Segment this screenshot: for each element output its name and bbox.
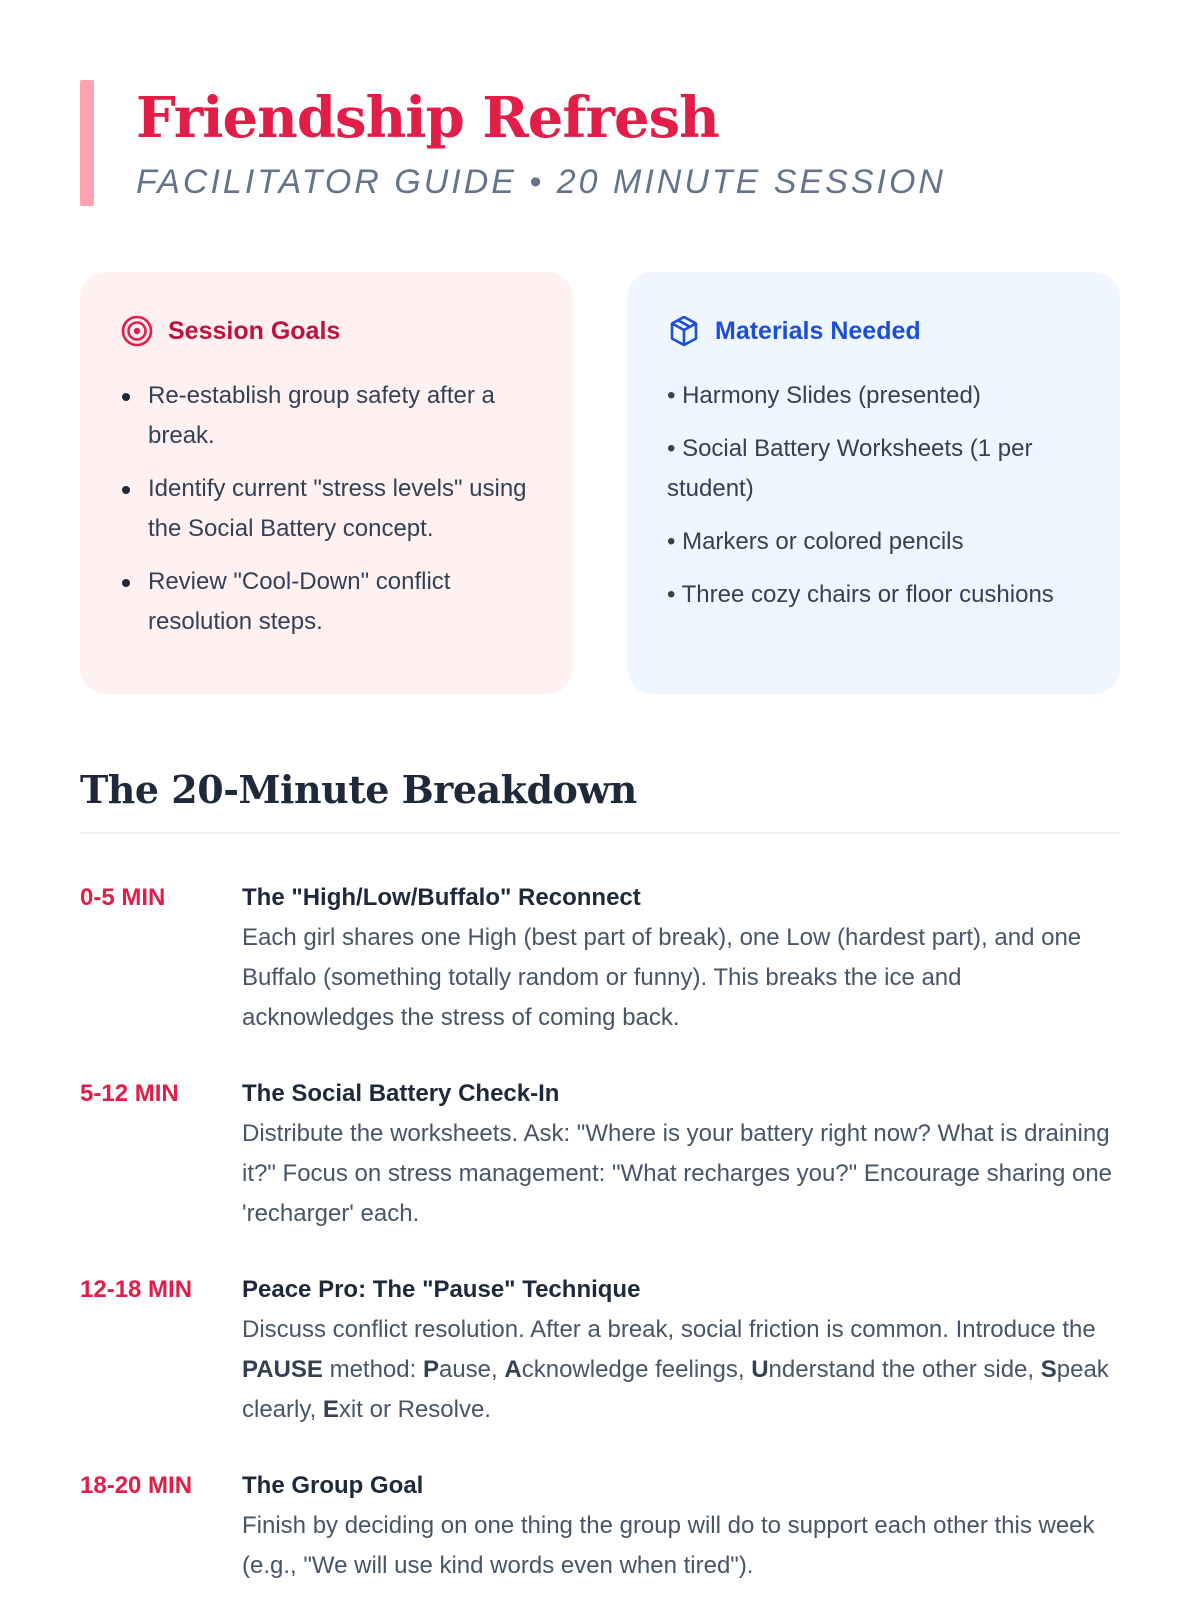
step-time: 0-5 MIN bbox=[80, 884, 166, 911]
goal-item bbox=[120, 469, 533, 549]
target-icon bbox=[120, 314, 154, 348]
step-title: The Group Goal bbox=[242, 1472, 424, 1499]
material-item: • Social Battery Worksheets (1 per student) bbox=[667, 435, 1033, 502]
bullet-icon bbox=[122, 486, 130, 494]
page-title: Friendship Refresh bbox=[136, 85, 719, 151]
step-body bbox=[242, 1074, 1120, 1234]
step-description: Distribute the worksheets. Ask: "Where is your battery right now? What is draining it?" Focus on stress management: "What recharges you?" Encourage sharing one 'recharger' each. bbox=[242, 1120, 1113, 1227]
breakdown-title: The 20-Minute Breakdown bbox=[80, 767, 637, 812]
desc-text: xit or Resolve. bbox=[338, 1396, 491, 1423]
desc-text: cknowledge feelings, bbox=[521, 1356, 752, 1383]
material-item: • Harmony Slides (presented) bbox=[667, 382, 981, 409]
desc-text: Discuss conflict resolution. After a break, social friction is common. Introduce the bbox=[242, 1316, 1096, 1343]
acronym-letter: S bbox=[1040, 1356, 1057, 1383]
desc-text: method: bbox=[322, 1356, 423, 1383]
timeline-step bbox=[80, 1074, 1120, 1234]
material-item: • Three cozy chairs or floor cushions bbox=[667, 581, 1054, 608]
step-time: 12-18 MIN bbox=[80, 1276, 193, 1303]
material-item: • Markers or colored pencils bbox=[667, 528, 964, 555]
session-goals-list bbox=[120, 376, 533, 642]
step-body bbox=[242, 1270, 1120, 1430]
goal-text: Review "Cool-Down" conflict resolution steps. bbox=[148, 568, 451, 635]
goal-text: Re-establish group safety after a break. bbox=[148, 382, 495, 449]
materials-list bbox=[667, 376, 1080, 615]
step-description: Each girl shares one High (best part of break), one Low (hardest part), and one Buffalo (something totally random or funny). This breaks the ice and acknowledges the stress of coming back. bbox=[242, 924, 1082, 1031]
step-title: Peace Pro: The "Pause" Technique bbox=[242, 1276, 641, 1303]
step-description bbox=[242, 1310, 1120, 1430]
breakdown-timeline bbox=[80, 878, 1120, 1586]
goal-item bbox=[120, 376, 533, 456]
desc-text: ause, bbox=[438, 1356, 505, 1383]
info-cards bbox=[80, 272, 1120, 694]
materials-card bbox=[627, 272, 1120, 694]
bullet-icon bbox=[122, 579, 130, 587]
acronym-letter: P bbox=[422, 1356, 439, 1383]
acronym-letter: E bbox=[322, 1396, 339, 1423]
goal-item bbox=[120, 562, 533, 642]
acronym-letter: A bbox=[504, 1356, 522, 1383]
step-title: The "High/Low/Buffalo" Reconnect bbox=[242, 884, 641, 911]
timeline-step bbox=[80, 1466, 1120, 1586]
session-goals-card bbox=[80, 272, 573, 694]
goal-text: Identify current "stress levels" using the Social Battery concept. bbox=[148, 475, 527, 542]
materials-title: Materials Needed bbox=[715, 317, 921, 345]
session-goals-header bbox=[120, 314, 533, 348]
pause-method-label: PAUSE bbox=[242, 1356, 323, 1383]
step-title: The Social Battery Check-In bbox=[242, 1080, 560, 1107]
box-icon bbox=[667, 314, 701, 348]
timeline-step bbox=[80, 1270, 1120, 1430]
step-time: 5-12 MIN bbox=[80, 1080, 179, 1107]
page-subtitle: FACILITATOR GUIDE • 20 MINUTE SESSION bbox=[136, 163, 946, 201]
bullet-icon bbox=[122, 393, 130, 401]
section-divider bbox=[80, 832, 1120, 834]
header-accent-bar bbox=[80, 80, 94, 206]
session-goals-title: Session Goals bbox=[168, 317, 341, 345]
step-description: Finish by deciding on one thing the group will do to support each other this week (e.g., "We will use kind words even when tired"). bbox=[242, 1512, 1095, 1579]
acronym-letter: U bbox=[751, 1356, 769, 1383]
step-time: 18-20 MIN bbox=[80, 1472, 193, 1499]
step-body bbox=[242, 878, 1120, 1038]
desc-text: nderstand the other side, bbox=[768, 1356, 1041, 1383]
page-header bbox=[80, 80, 1120, 206]
step-body bbox=[242, 1466, 1120, 1586]
desc-text: peak clearly, bbox=[242, 1356, 1109, 1423]
timeline-step bbox=[80, 878, 1120, 1038]
materials-header bbox=[667, 314, 1080, 348]
